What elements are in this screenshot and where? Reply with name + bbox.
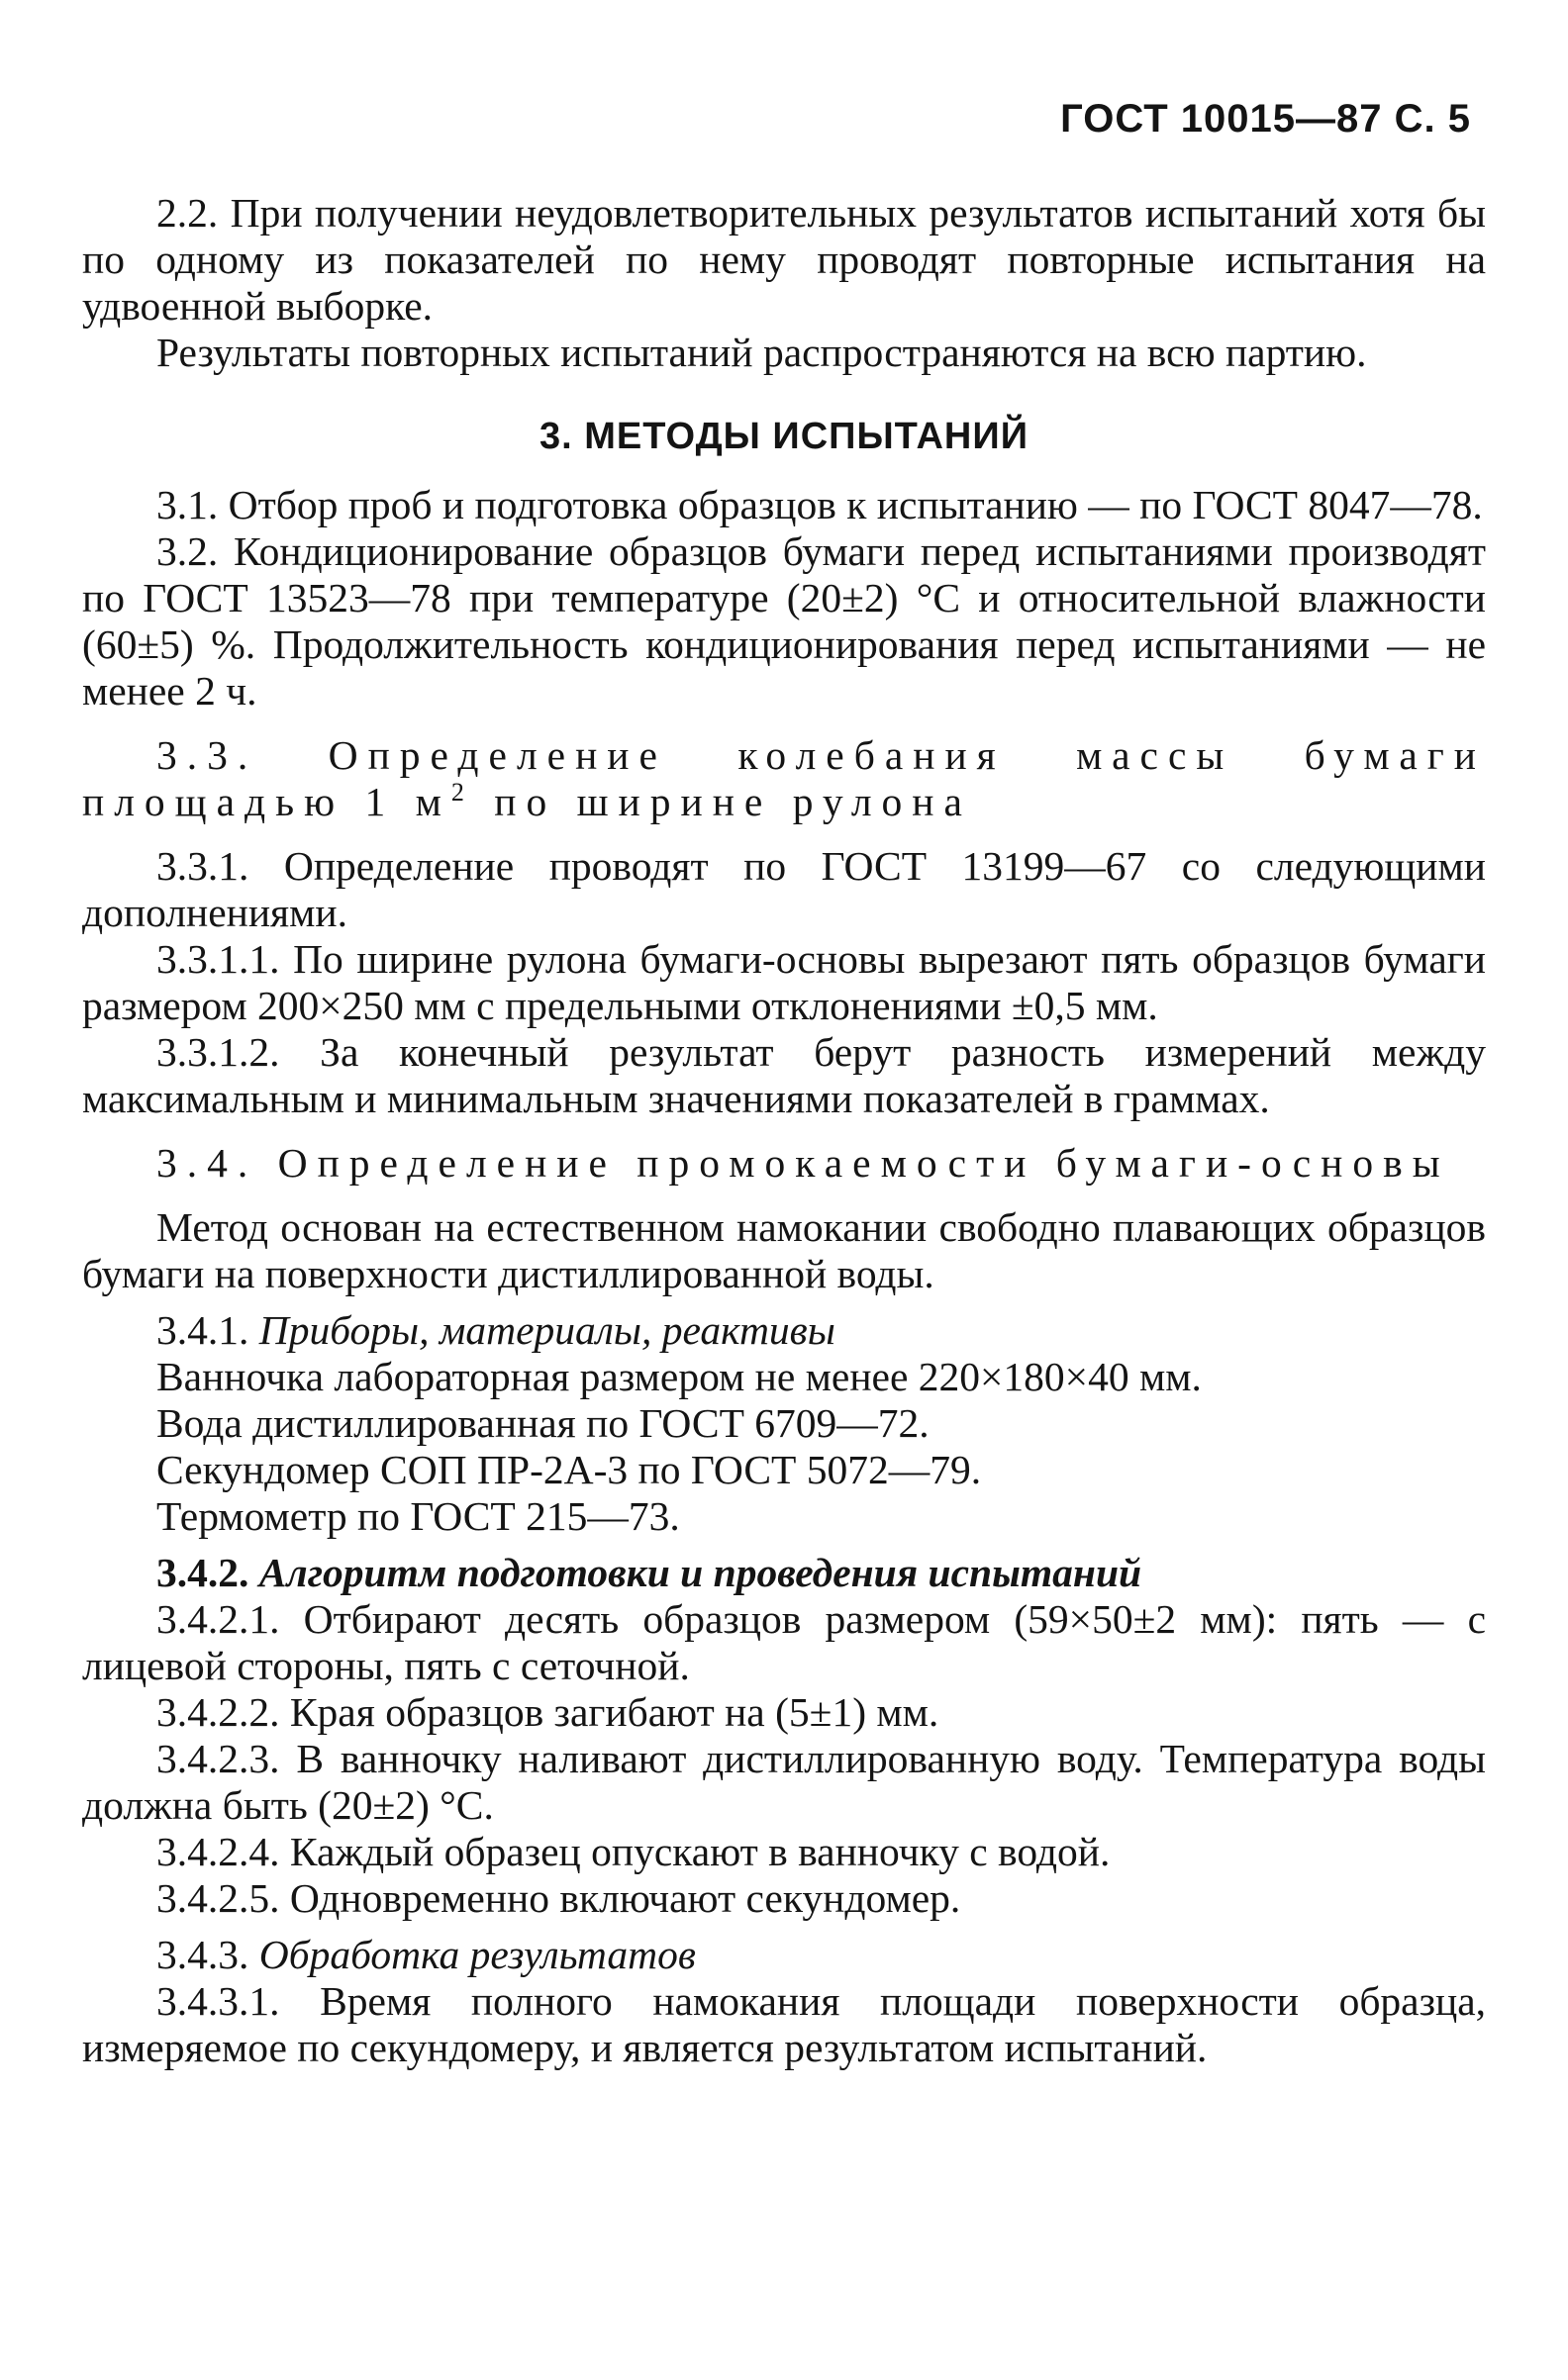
superscript-2: 2 (450, 778, 474, 808)
paragraph-3-2: 3.2. Кондиционирование образцов бумаги перед испытаниями производят по ГОСТ 13523—78 при температуре (20±2) °С и относительной влажности (60±5) %. Продолжительность кондиционирования перед испытаниями — не менее 2 ч. (82, 528, 1486, 714)
paragraph-3-4-2-4: 3.4.2.4. Каждый образец опускают в ванночку с водой. (156, 1829, 1111, 1874)
paragraph-3-4-3-1: 3.4.3.1. Время полного намокания площади поверхности образца, измеряемое по секундомеру, и является результатом испытаний. (82, 1978, 1486, 2070)
paragraph-3-3-1-2: 3.3.1.2. За конечный результат берут разность измерений между максимальным и минимальным значениями показателей в граммах. (82, 1029, 1486, 1121)
equipment-item: Термометр по ГОСТ 215—73. (156, 1493, 680, 1539)
paragraph-3-4-2-5: 3.4.2.5. Одновременно включают секундомер. (156, 1875, 961, 1921)
paragraph-3-4-2 (82, 1550, 1486, 1596)
paragraph-3-3-1: 3.3.1. Определение проводят по ГОСТ 13199—67 со следующими дополнениями. (82, 843, 1486, 935)
subsection-3-3-title (82, 732, 1486, 825)
equipment-item: Секундомер СОП ПР-2А-3 по ГОСТ 5072—79. (156, 1447, 982, 1492)
paragraph-3-4-2-2: 3.4.2.2. Края образцов загибают на (5±1) мм. (156, 1689, 939, 1735)
paragraph-2-2: 2.2. При получении неудовлетворительных результатов испытаний хотя бы по одному из показателей по нему проводят повторные испытания на удвоенной выборке. (82, 190, 1486, 329)
paragraph-3-1: 3.1. Отбор проб и подготовка образцов к испытанию — по ГОСТ 8047—78. (156, 482, 1483, 527)
subsection-3-4-title: 3.4. Определение промокаемости бумаги-основы (156, 1140, 1450, 1186)
paragraph-3-4-1-number: 3.4.1. (156, 1307, 259, 1353)
section-3-title: 3. МЕТОДЫ ИСПЫТАНИЙ (539, 416, 1029, 457)
equipment-item: Ванночка лабораторная размером не менее 220×180×40 мм. (156, 1354, 1202, 1399)
paragraph-3-4-2-1: 3.4.2.1. Отбирают десять образцов размером (59×50±2 мм): пять — с лицевой стороны, пять с сеточной. (82, 1596, 1486, 1688)
document-body (82, 190, 1486, 2071)
paragraph-3-4-2-3: 3.4.2.3. В ванночку наливают дистиллированную воду. Температура воды должна быть (20±2) °С. (82, 1736, 1486, 1828)
paragraph-3-4-3-number: 3.4.3. (156, 1932, 259, 1977)
paragraph-3-4-3-title: Обработка результатов (258, 1932, 696, 1977)
paragraph-3-4-1 (82, 1307, 1486, 1354)
subsection-3-3-tail: по ширине рулона (473, 779, 972, 824)
paragraph-3-4-2-title: Алгоритм подготовки и проведения испытаний (258, 1550, 1142, 1595)
paragraph-3-4-1-title: Приборы, материалы, реактивы (258, 1307, 835, 1353)
equipment-item: Вода дистиллированная по ГОСТ 6709—72. (156, 1400, 930, 1446)
paragraph-3-4-method: Метод основан на естественном намокании свободно плавающих образцов бумаги на поверхности дистиллированной воды. (82, 1204, 1486, 1296)
equipment-list (82, 1354, 1486, 1540)
subsection-3-3-head: 3.3. Определение колебания массы бумаги площадью 1 м (82, 732, 1486, 824)
running-header: ГОСТ 10015—87 С. 5 (1060, 97, 1471, 141)
paragraph-3-4-2-number: 3.4.2. (156, 1550, 259, 1595)
paragraph-3-4-3 (82, 1932, 1486, 1978)
paragraph-3-3-1-1: 3.3.1.1. По ширине рулона бумаги-основы вырезают пять образцов бумаги размером 200×250 мм с предельными отклонениями ±0,5 мм. (82, 936, 1486, 1028)
paragraph-2-2-results: Результаты повторных испытаний распространяются на всю партию. (156, 330, 1367, 375)
